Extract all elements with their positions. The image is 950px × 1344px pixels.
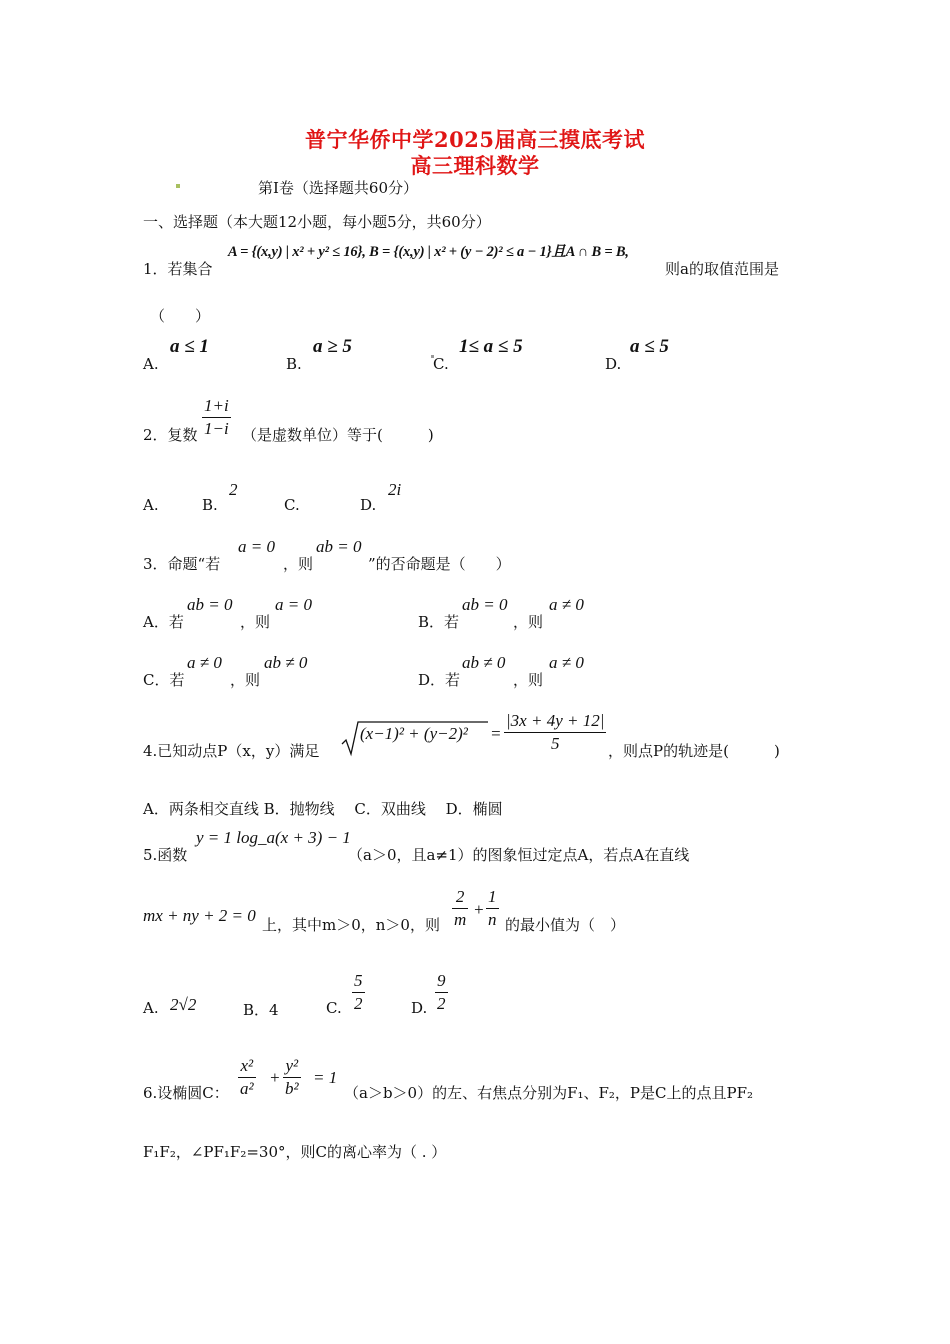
q2-option-b-math: 2 [229,480,238,499]
q6-f2-den: b² [285,1079,299,1098]
q2-option-a-label: A. [143,496,159,514]
q3-option-a-m2: a = 0 [275,595,312,614]
q1-option-d-math: a ≤ 5 [630,336,669,357]
q3-option-a-m1: ab = 0 [187,595,233,614]
q3-option-d-m1: ab ≠ 0 [462,653,506,672]
q3-mid: ，则 [283,555,314,573]
q2-fraction [202,395,231,440]
q1-option-b-math: a ≥ 5 [313,336,352,357]
q5-option-c-fraction [352,970,365,1015]
q3-option-c-m2: ab ≠ 0 [264,653,308,672]
q5-option-c-label: C. [326,999,342,1017]
q3-option-d-m2: a ≠ 0 [549,653,584,672]
q6-plus: + [269,1068,281,1087]
q6-fraction-1 [238,1055,256,1100]
q5-fraction-1 [452,886,468,931]
volume-label: 第I卷（选择题共60分） [258,179,419,197]
q4-suffix: ，则点P的轨迹是( ) [608,742,780,760]
q5-f2-den: n [488,910,497,929]
q1-option-a-math: a ≤ 1 [170,336,209,357]
q5-option-a-label: A. [143,999,159,1017]
exam-title: 普宁华侨中学2025届高三摸底考试 [305,127,645,152]
q3-option-b-m2: a ≠ 0 [549,595,584,614]
q3-option-d-label: D．若 [418,671,461,689]
q4-prefix: 4.已知动点P（x，y）满足 [143,742,320,760]
q5-formula: y = 1 log_a(x + 3) − 1 [196,828,351,847]
q5-prefix: 5.函数 [143,846,188,864]
q1-option-c-label: C. [433,355,449,373]
q4-options: A．两条相交直线 B．抛物线 C．双曲线 D．椭圆 [143,800,503,818]
q3-math-2: ab = 0 [316,537,362,556]
q3-option-c-label: C．若 [143,671,185,689]
q5-f1-den: m [454,910,467,929]
q4-fraction [504,710,606,755]
q3-option-c-m1: a ≠ 0 [187,653,222,672]
q3-option-d-sep: ，则 [513,671,544,689]
q5-fraction-2 [486,886,499,931]
q3-option-a-label: A．若 [143,613,184,631]
q4-frac-num: |3x + 4y + 12| [504,710,606,733]
q5-condition: （a＞0，且a≠1）的图象恒过定点A，若点A在直线 [348,846,690,864]
q6-f1-num: x² [238,1055,256,1078]
q3-suffix: ”的否命题是（ ） [368,555,511,573]
q1-option-a-label: A. [143,355,159,373]
q2-option-b-label: B. [202,496,218,514]
q1-option-d-label: D. [605,355,622,373]
q5-suffix: 的最小值为（ ） [505,916,626,934]
q2-option-c-label: C. [284,496,300,514]
q6-equals: = 1 [313,1068,338,1087]
q3-option-a-sep: ，则 [240,613,271,631]
q2-option-d-label: D. [360,496,377,514]
q5-option-a-math: 2√2 [170,995,197,1014]
q1-option-c-math: 1≤ a ≤ 5 [459,336,523,357]
q3-option-b-sep: ，则 [513,613,544,631]
q5-plus: + [473,900,485,919]
section-heading: 一、选择题（本大题12小题，每小题5分，共60分） [143,213,491,231]
q5-option-d-den: 2 [437,994,446,1013]
q6-suffix: （a＞b＞0）的左、右焦点分别为F₁、F₂，P是C上的点且PF₂ [344,1084,754,1102]
q2-suffix: （是虚数单位）等于( ) [242,426,434,444]
q1-paren: （ ） [150,307,211,325]
q2-option-d-math: 2i [388,480,402,499]
q5-option-c-den: 2 [354,994,363,1013]
q2-frac-den: 1−i [204,419,229,438]
q5-line-text: 上，其中m＞0，n＞0，则 [262,916,440,934]
q5-option-d-num: 9 [435,970,448,993]
q1-formula: A = {(x,y) | x² + y² ≤ 16}, B = {(x,y) | x² + (y − 2)² ≤ a − 1}且A ∩ B = B, [228,244,629,260]
exam-subtitle: 高三理科数学 [410,153,540,178]
q5-option-d-label: D. [411,999,428,1017]
q6-f1-den: a² [240,1079,254,1098]
q2-frac-num: 1+i [202,395,231,418]
q6-prefix: 6.设椭圆C： [143,1084,229,1102]
q3-math-1: a = 0 [238,537,275,556]
stray-dot [176,184,180,188]
q4-sqrt-content: (x−1)² + (y−2)² [360,724,468,743]
q3-prefix: 3．命题“若 [143,555,221,573]
q5-line-math: mx + ny + 2 = 0 [143,906,256,925]
q4-equals: = [490,724,502,743]
q1-option-b-label: B. [286,355,302,373]
q3-option-c-sep: ，则 [230,671,261,689]
q5-option-c-num: 5 [352,970,365,993]
q1-prefix: 1．若集合 [143,260,213,278]
q6-line-2: F₁F₂，∠PF₁F₂=30°，则C的离心率为（ . ） [143,1143,447,1161]
q4-frac-den: 5 [550,734,560,753]
q5-f1-num: 2 [452,886,468,909]
q6-f2-num: y² [283,1055,301,1078]
q3-option-b-label: B．若 [418,613,460,631]
q3-option-b-m1: ab = 0 [462,595,508,614]
q1-suffix: 则a的取值范围是 [665,260,779,278]
q5-option-d-fraction [435,970,448,1015]
q2-prefix: 2．复数 [143,426,198,444]
q5-option-b-label: B．4 [243,1001,279,1019]
q5-f2-num: 1 [486,886,499,909]
q6-fraction-2 [283,1055,301,1100]
